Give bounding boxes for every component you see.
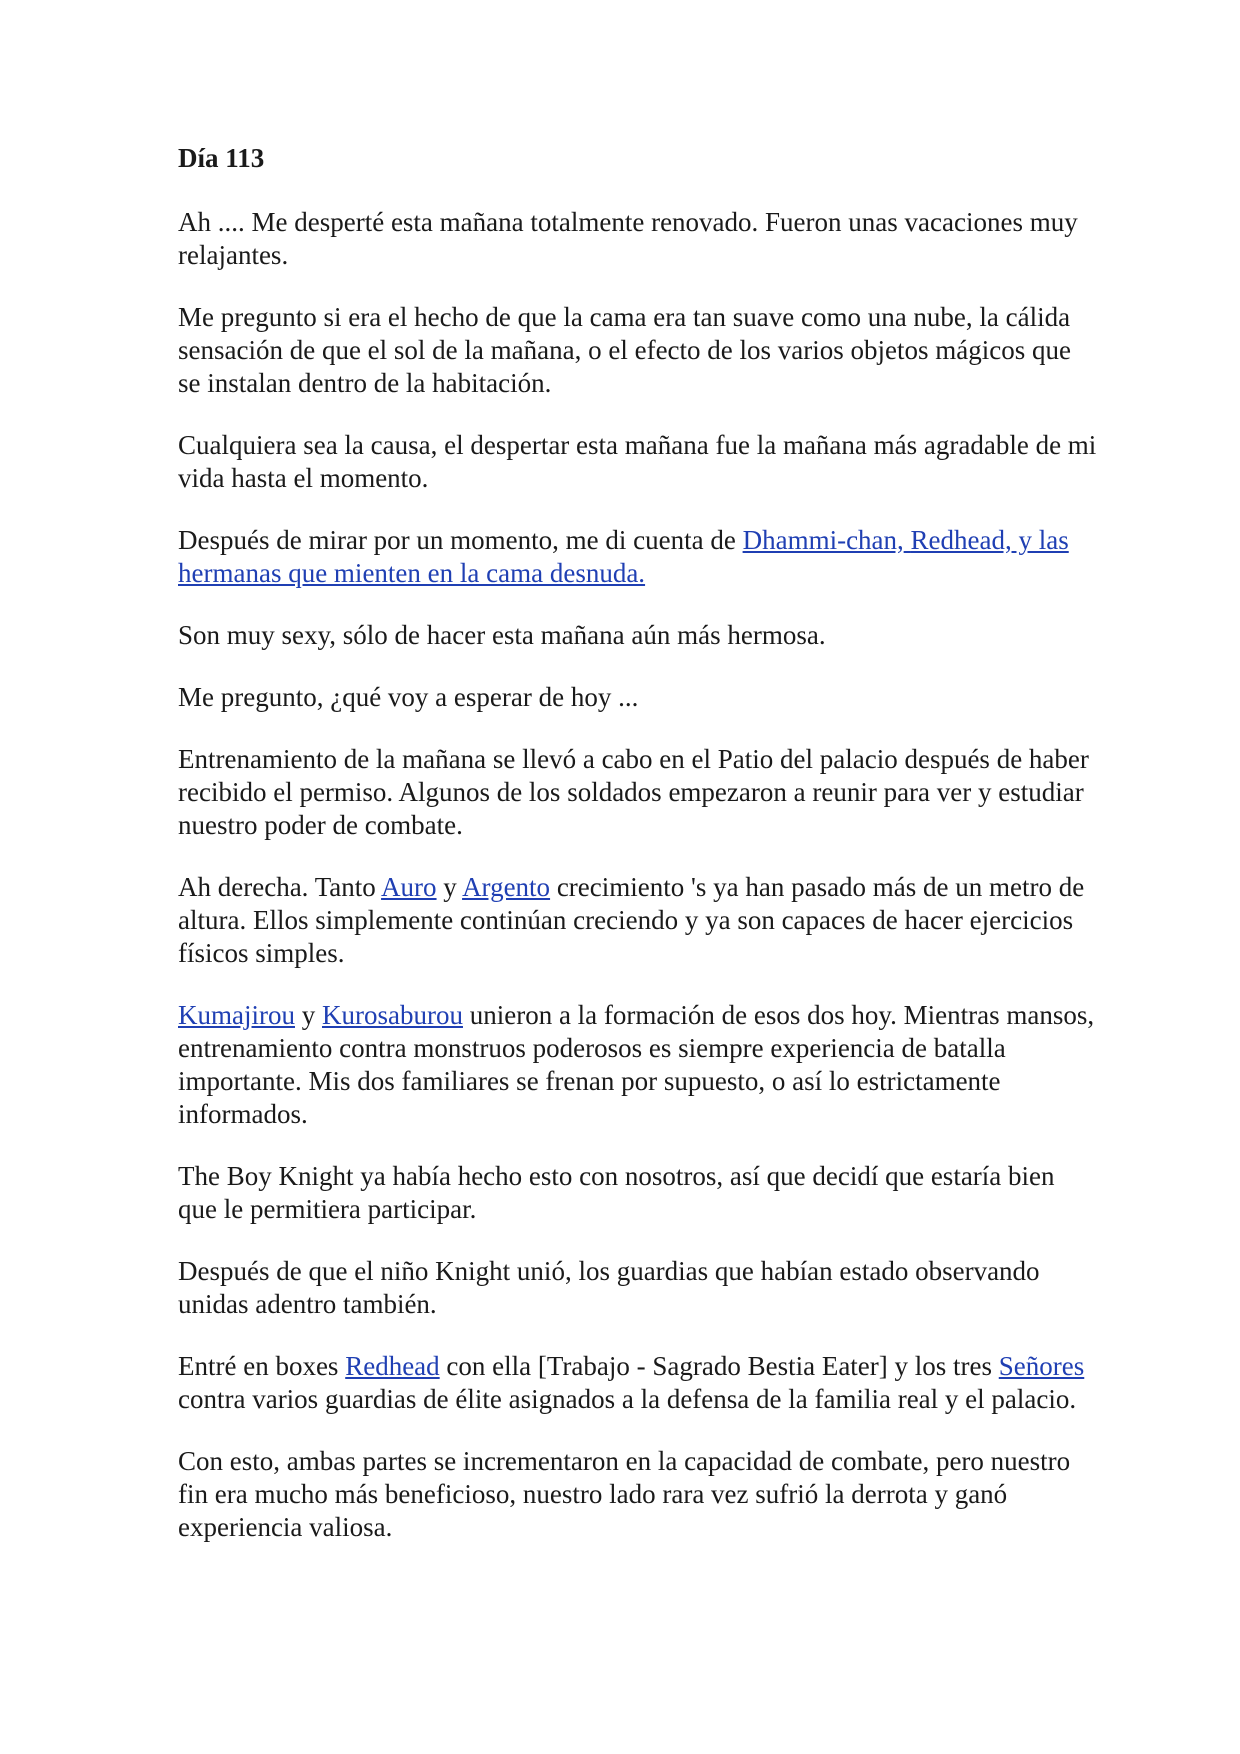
paragraph-9 xyxy=(178,999,1098,1131)
paragraph-11: Después de que el niño Knight unió, los guardias que habían estado observando unidas adentro también. xyxy=(178,1256,1040,1319)
paragraph-13: Con esto, ambas partes se incrementaron en la capacidad de combate, pero nuestro fin era mucho más beneficioso, nuestro lado rara vez sufrió la derrota y ganó experiencia valiosa. xyxy=(178,1446,1071,1542)
paragraph-6: Me pregunto, ¿qué voy a esperar de hoy ... xyxy=(178,682,639,712)
paragraph-3: Cualquiera sea la causa, el despertar esta mañana fue la mañana más agradable de mi vida hasta el momento. xyxy=(178,430,1097,493)
paragraph-9-text-mid: y xyxy=(294,1000,322,1030)
paragraph-9-text-after: unieron a la formación de esos dos hoy. Mientras mansos, entrenamiento contra monstruos poderosos es siempre experiencia de batalla importante. Mis dos familiares se frenan por supuesto, o así lo estrictamente informados. xyxy=(178,1000,1095,1129)
paragraph-8 xyxy=(178,871,1098,970)
paragraph-12-text-mid: con ella [Trabajo - Sagrado Bestia Eater] y los tres xyxy=(439,1351,999,1381)
paragraph-8-text-before: Ah derecha. Tanto xyxy=(178,872,382,902)
paragraph-12-text-after: contra varios guardias de élite asignados a la defensa de la familia real y el palacio. xyxy=(178,1384,1077,1414)
link-kumajirou[interactable]: Kumajirou xyxy=(178,1000,295,1030)
link-space xyxy=(904,525,911,555)
paragraph-2: Me pregunto si era el hecho de que la cama era tan suave como una nube, la cálida sensación de que el sol de la mañana, o el efecto de los varios objetos mágicos que se instalan dentro de la habitación. xyxy=(178,302,1071,398)
paragraph-1: Ah .... Me desperté esta mañana totalmente renovado. Fueron unas vacaciones muy relajantes. xyxy=(178,207,1078,270)
link-argento[interactable]: Argento xyxy=(462,872,551,902)
link-senores[interactable]: Señores xyxy=(998,1351,1085,1381)
paragraph-5: Son muy sexy, sólo de hacer esta mañana aún más hermosa. xyxy=(178,620,826,650)
paragraph-12 xyxy=(178,1350,1098,1416)
document-page xyxy=(178,142,1098,1573)
paragraph-7: Entrenamiento de la mañana se llevó a cabo en el Patio del palacio después de haber recibido el permiso. Algunos de los soldados empezaron a reunir para ver y estudiar nuestro poder de combate. xyxy=(178,744,1089,840)
link-dhammi-chan[interactable]: Dhammi-chan, xyxy=(742,525,904,555)
paragraph-4-text: Después de mirar por un momento, me di cuenta de xyxy=(178,525,743,555)
link-redhead[interactable]: Redhead xyxy=(345,1351,440,1381)
link-kurosaburou[interactable]: Kurosaburou xyxy=(321,1000,463,1030)
paragraph-12-text-before: Entré en boxes xyxy=(178,1351,346,1381)
page-title: Día 113 xyxy=(178,143,265,173)
paragraph-8-text-after: crecimiento 's ya han pasado más de un metro de altura. Ellos simplemente continúan creciendo y ya son capaces de hacer ejercicios físicos simples. xyxy=(178,872,1085,968)
paragraph-8-text-mid: y xyxy=(436,872,463,902)
paragraph-4 xyxy=(178,524,1098,590)
paragraph-10: The Boy Knight ya había hecho esto con nosotros, así que decidí que estaría bien que le permitiera participar. xyxy=(178,1161,1055,1224)
link-redhead-sisters[interactable]: Redhead, y las hermanas que mienten en la cama desnuda. xyxy=(178,525,1069,588)
link-auro[interactable]: Auro xyxy=(381,872,437,902)
